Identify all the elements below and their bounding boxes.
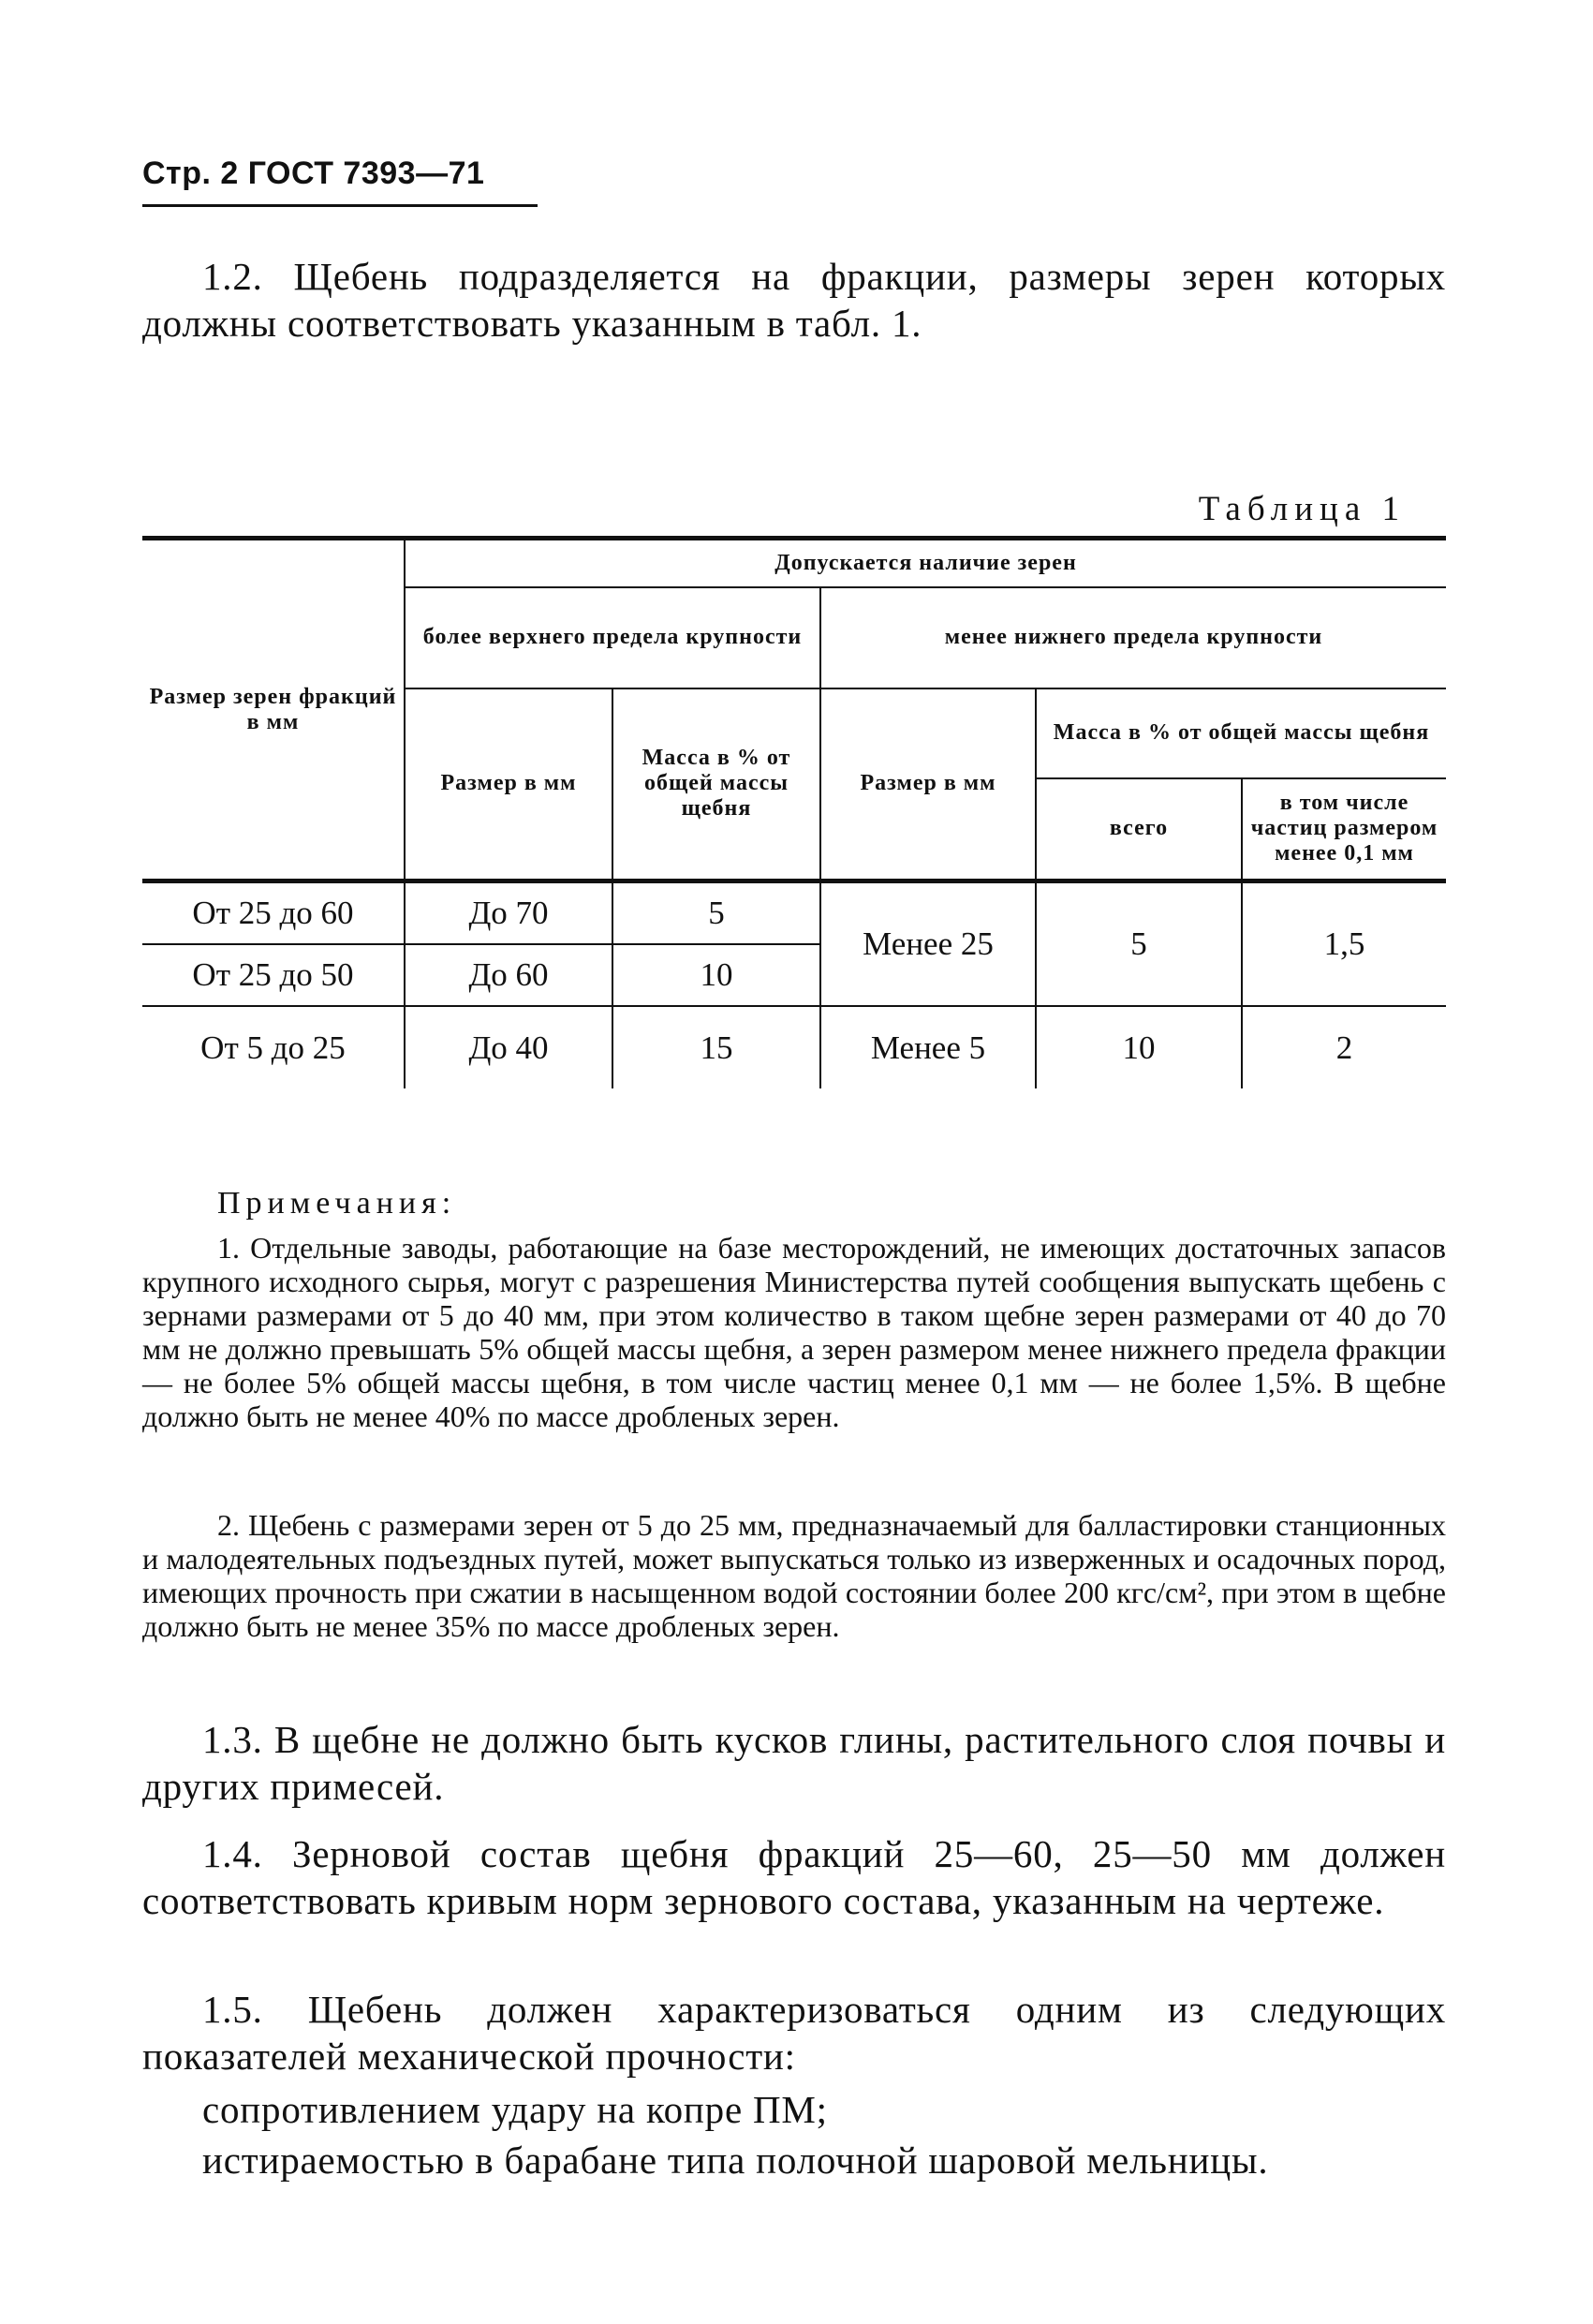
paragraph-1-4 (142, 1830, 1446, 1924)
note-1-text: 1. Отдельные заводы, работающие на базе месторождений, не имеющих достаточных запасов крупного исходного сырья, могут с разрешения Министерства путей сообщения выпускать щебень с зернами размерами от 5 до 40 мм, при этом количество в таком щебне зерен размерами от 40 до 70 мм не должно превышать 5% общей массы щебня, а зерен размером менее нижнего предела фракции — не более 5% общей массы щебня, в том числе частиц менее 0,1 мм — не более 1,5%. В щебне должно быть не менее 40% по массе дробленых зерен. (142, 1231, 1446, 1433)
cell-lower-fine: 2 (1242, 1006, 1446, 1088)
header-size-upper: Размер в мм (405, 688, 612, 881)
note-2-text: 2. Щебень с размерами зерен от 5 до 25 мм, предназначаемый для балластировки станционных и малодеятельных подъездных путей, может выпускаться только из изверженных и осадочных пород, имеющих прочность при сжатии в насыщенном водой состоянии более 200 кгс/см², при этом в щебне должно быть не менее 35% по массе дробленых зерен. (142, 1508, 1446, 1643)
cell-lower-size-merged: Менее 25 (820, 881, 1036, 1007)
cell-upper-mass: 10 (612, 944, 820, 1006)
header-mass-percent: Масса в % от общей массы щебня (612, 688, 820, 881)
table-caption: Таблица 1 (1198, 490, 1406, 528)
paragraph-1-4-text: 1.4. Зерновой состав щебня фракций 25—60, 25—50 мм должен соответствовать кривым норм зернового состава, указанным на чертеже. (142, 1832, 1446, 1922)
page-header (142, 155, 484, 192)
paragraph-1-2 (142, 253, 1446, 347)
header-fraction-size: Размер зерен фракций в мм (142, 539, 405, 881)
paragraph-1-3 (142, 1716, 1446, 1810)
page-number-label: Стр. 2 (142, 155, 239, 191)
list-item-abrasion: истираемостью в барабане типа полочной шаровой мельницы. (202, 2139, 1269, 2182)
cell-upper-size: До 40 (405, 1006, 612, 1088)
header-mass-percent-group: Масса в % от общей массы щебня (1036, 688, 1446, 778)
header-rule (142, 204, 538, 207)
cell-fraction: От 5 до 25 (142, 1006, 405, 1088)
header-total: всего (1036, 778, 1242, 881)
note-2 (142, 1508, 1446, 1643)
grain-size-table (142, 536, 1446, 1088)
header-below-lower-limit: менее нижнего предела крупности (820, 587, 1446, 688)
table-row (142, 881, 1446, 945)
cell-lower-fine-merged: 1,5 (1242, 881, 1446, 1007)
paragraph-1-2-text: 1.2. Щебень подразделяется на фракции, размеры зерен которых должны соответствовать указанным в табл. 1. (142, 255, 1446, 345)
header-allowed-grains: Допускается наличие зерен (405, 539, 1446, 587)
cell-upper-size: До 60 (405, 944, 612, 1006)
table-row (142, 1006, 1446, 1088)
notes-title: Примечания: (217, 1186, 457, 1221)
cell-lower-size: Менее 5 (820, 1006, 1036, 1088)
paragraph-1-5 (142, 1986, 1446, 2080)
standard-number: ГОСТ 7393—71 (247, 155, 485, 191)
cell-fraction: От 25 до 60 (142, 881, 405, 945)
list-item-impact: сопротивлением удару на копре ПМ; (202, 2088, 828, 2131)
cell-lower-total: 10 (1036, 1006, 1242, 1088)
cell-upper-mass: 5 (612, 881, 820, 945)
cell-upper-size: До 70 (405, 881, 612, 945)
paragraph-1-3-text: 1.3. В щебне не должно быть кусков глины, растительного слоя почвы и других примесей. (142, 1718, 1446, 1808)
header-size-lower: Размер в мм (820, 688, 1036, 881)
paragraph-1-5-text: 1.5. Щебень должен характеризоваться одним из следующих показателей механической прочности: (142, 1988, 1446, 2078)
cell-fraction: От 25 до 50 (142, 944, 405, 1006)
cell-upper-mass: 15 (612, 1006, 820, 1088)
note-1 (142, 1231, 1446, 1433)
header-fine-particles: в том числе частиц размером менее 0,1 мм (1242, 778, 1446, 881)
cell-lower-total-merged: 5 (1036, 881, 1242, 1007)
header-above-upper-limit: более верхнего предела крупности (405, 587, 820, 688)
